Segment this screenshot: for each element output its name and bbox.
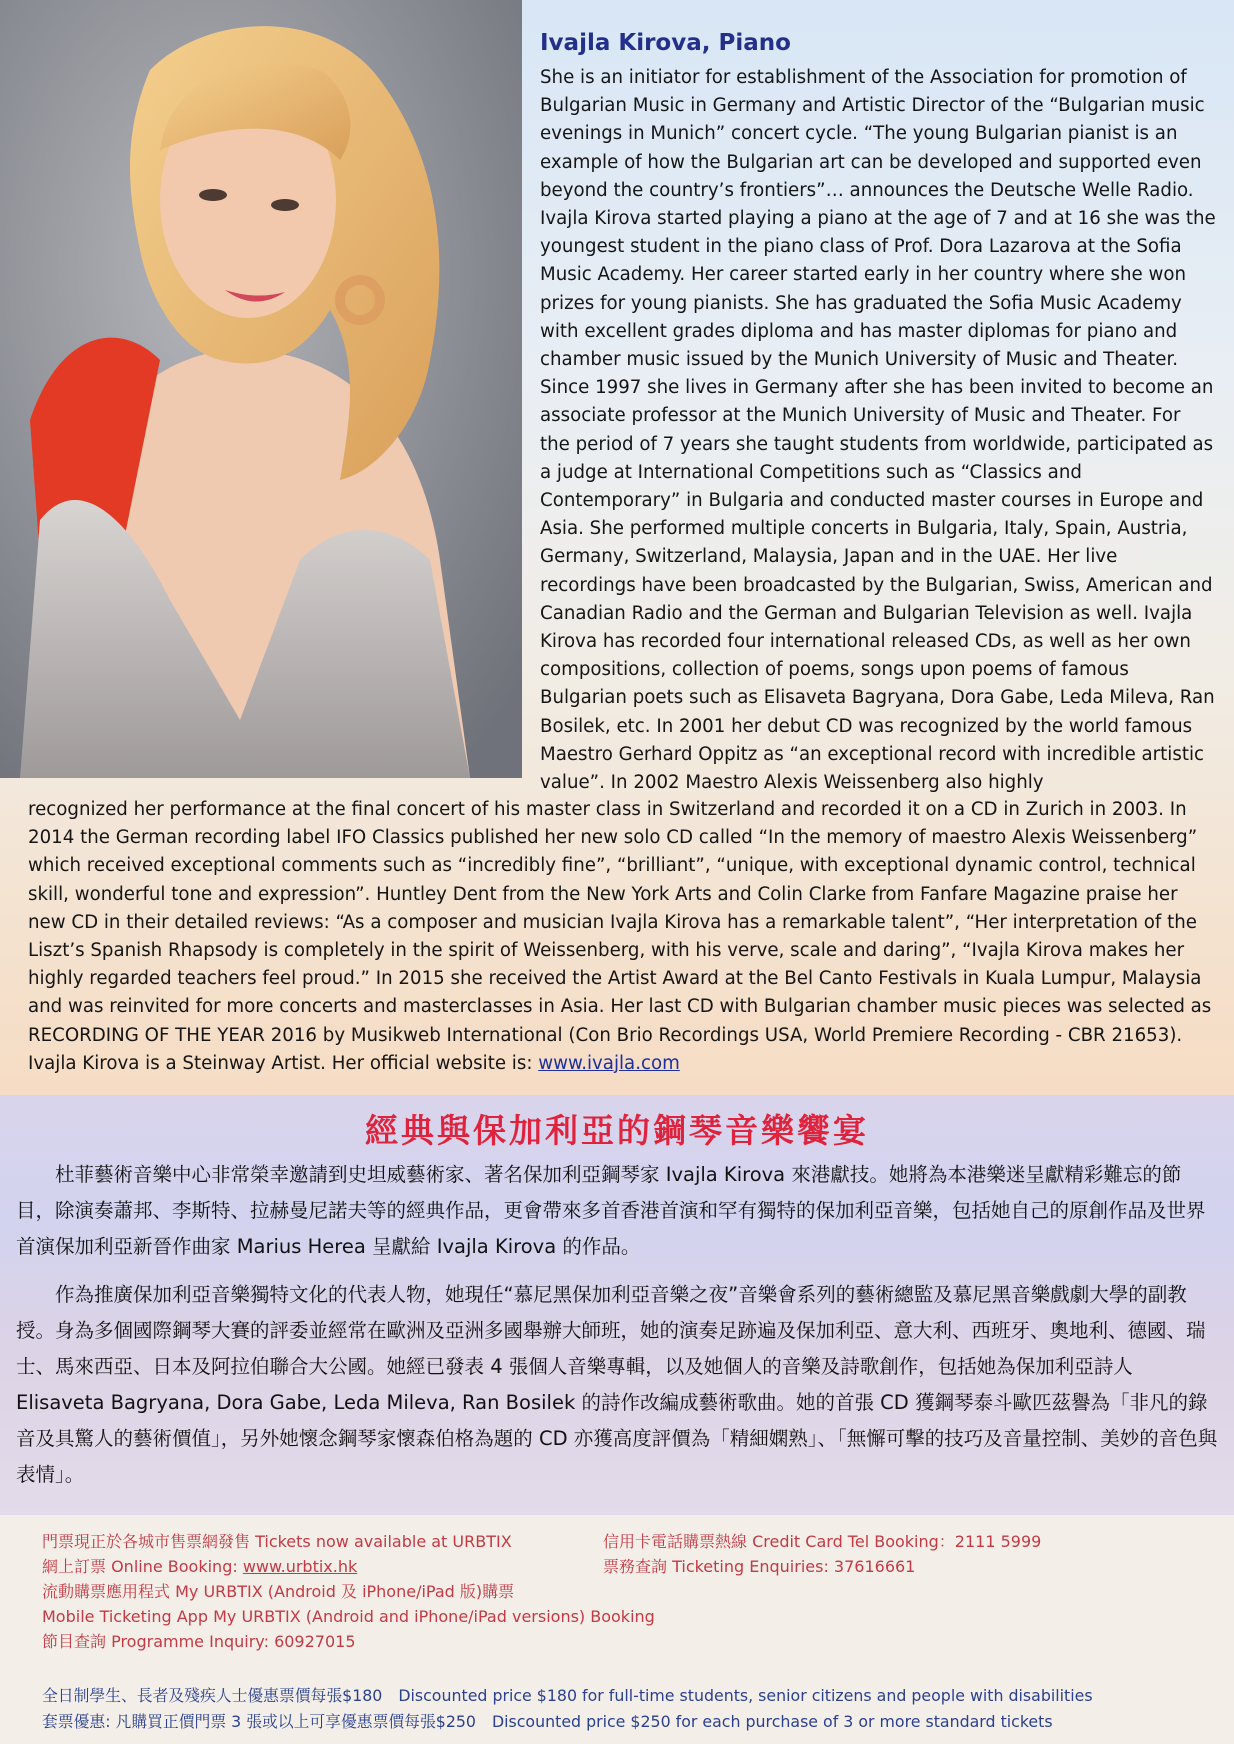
artist-photo xyxy=(0,0,522,778)
artist-heading: Ivajla Kirova, Piano xyxy=(540,30,791,56)
student-discount-en: Discounted price $180 for full-time students, senior citizens and people with disabilities xyxy=(398,1686,1093,1705)
artist-bio-column: She is an initiator for establishment of the Association for promotion of Bulgarian Music in Germany and Artistic Director of the “Bulgarian music evenings in Munich” concert cycle. “The young Bulgarian pianist is an example of how the Bulgarian art can be developed and supported even beyond the country’s frontiers”… announces the Deutsche Welle Radio. Ivajla Kirova started playing a piano at the age of 7 and at 16 she was the youngest student in the piano class of Prof. Dora Lazarova at the Sofia Music Academy. Her career started early in her country where she won prizes for young pianists. She has graduated the Sofia Music Academy with excellent grades diploma and has master diplomas for piano and chamber music issued by the Munich University of Music and Theater. Since 1997 she lives in Germany after she has been invited to become an associate professor at the Munich University of Music and Theater. For the period of 7 years she taught students from worldwide, participated as a judge at International Competitions such as “Classics and Contemporary” in Bulgaria and conducted master courses in Europe and Asia. She performed multiple concerts in Bulgaria, Italy, Spain, Austria, Germany, Switzerland, Malaysia, Japan and in the UAE. Her live recordings have been broadcasted by the Bulgarian, Swiss, American and Canadian Radio and the German and Bulgarian Television as well. Ivajla Kirova has recorded four international released CDs, as well as her own compositions, collection of poems, songs upon poems of famous Bulgarian poets such as Elisaveta Bagryana, Dora Gabe, Leda Mileva, Ran Bosilek, etc. In 2001 her debut CD was recognized by the world famous Maestro Gerhard Oppitz as “an exceptional record with incredible artistic value”. In 2002 Maestro Alexis Weissenberg also highly xyxy=(540,67,1216,794)
package-discount-en: Discounted price $250 for each purchase of 3 or more standard tickets xyxy=(491,1712,1053,1731)
credit-card-booking: 信用卡電話購票熱線 Credit Card Tel Booking：2111 5999 xyxy=(603,1532,1042,1551)
artist-bio-full-width xyxy=(28,796,1220,1078)
package-discount xyxy=(42,1709,1093,1735)
package-discount-zh: 套票優惠: 凡購買正價門票 3 張或以上可享優惠票價每張$250 xyxy=(42,1712,476,1731)
student-discount xyxy=(42,1683,1093,1709)
mobile-app-zh: 流動購票應用程式 My URBTIX (Android 及 iPhone/iPad 版)購票 xyxy=(42,1582,515,1601)
mobile-app-en: Mobile Ticketing App My URBTIX (Android and iPhone/iPad versions) Booking xyxy=(42,1607,655,1626)
artist-bio-continued: recognized her performance at the final concert of his master class in Switzerland and recorded it on a CD in Zurich in 2003. In 2014 the German recording label IFO Classics published her new solo CD called “In the memory of maestro Alexis Weissenberg” which received exceptional comments such as “incredibly fine”, “brilliant”, “unique, with exceptional dynamic control, technical skill, wonderful tone and expression”. Huntley Dent from the New York Arts and Colin Clarke from Fanfare Magazine praise her new CD in their detailed reviews: “As a composer and musician Ivajla Kirova has a remarkable talent”, “Her interpretation of the Liszt’s Spanish Rhapsody is completely in the spirit of Weissenberg, with his verve, scale and daring”, “Ivajla Kirova makes her highly regarded teachers feel proud.” In 2015 she received the Artist Award at the Bel Canto Festivals in Kuala Lumpur, Malaysia and was reinvited for more concerts and masterclasses in Asia. Her last CD with Bulgarian chamber music pieces was selected as RECORDING OF THE YEAR 2016 by Musikweb International (Con Brio Recordings USA, World Premiere Recording - CBR 21653). Ivajla Kirova is a Steinway Artist. Her official website is: xyxy=(28,799,1212,1074)
ticket-info-right xyxy=(603,1529,1041,1579)
ticketing-enquiries: 票務查詢 Ticketing Enquiries: 37616661 xyxy=(603,1557,916,1576)
online-booking-label: 網上訂票 Online Booking: xyxy=(42,1557,243,1576)
chinese-paragraph-2: 作為推廣保加利亞音樂獨特文化的代表人物，她現任“慕尼黑保加利亞音樂之夜”音樂會系列的藝術總監及慕尼黑音樂戲劇大學的副教授。身為多個國際鋼琴大賽的評委並經常在歐洲及亞洲多國舉辦大師班，她的演奏足跡遍及保加利亞、意大利、西班牙、奧地利、德國、瑞士、馬來西亞、日本及阿拉伯聯合大公國。她經已發表 4 張個人音樂專輯，以及她個人的音樂及詩歌創作，包括她為保加利亞詩人 Elisaveta Bagryana, Dora Gabe, Leda Mileva, Ran Bosilek 的詩作改編成藝術歌曲。她的首張 CD 獲鋼琴泰斗歐匹茲譽為「非凡的錄音及具驚人的藝術價值」，另外她懷念鋼琴家懷森伯格為題的 CD 亦獲高度評價為「精細嫻熟」、「無懈可擊的技巧及音量控制、美妙的音色與表情」。 xyxy=(16,1283,1218,1486)
student-discount-zh: 全日制學生、長者及殘疾人士優惠票價每張$180 xyxy=(42,1686,383,1705)
programme-inquiry: 節目查詢 Programme Inquiry: 60927015 xyxy=(42,1632,356,1651)
discount-info xyxy=(42,1683,1093,1735)
artist-website-link[interactable]: www.ivajla.com xyxy=(538,1052,680,1074)
tickets-available: 門票現正於各城市售票網發售 Tickets now available at URBTIX xyxy=(42,1532,512,1551)
online-booking xyxy=(42,1554,655,1579)
chinese-paragraph-1: 杜菲藝術音樂中心非常榮幸邀請到史坦威藝術家、著名保加利亞鋼琴家 Ivajla Kirova 來港獻技。她將為本港樂迷呈獻精彩難忘的節目，除演奏蕭邦、李斯特、拉赫曼尼諾夫等的經典作品，更會帶來多首香港首演和罕有獨特的保加利亞音樂，包括她自己的原創作品及世界首演保加利亞新晉作曲家 Marius Herea 呈獻給 Ivajla Kirova 的作品。 xyxy=(16,1163,1206,1258)
chinese-title: 經典與保加利亞的鋼琴音樂饗宴 xyxy=(365,1111,869,1150)
ticket-info-left xyxy=(42,1529,655,1654)
urbtix-link[interactable]: www.urbtix.hk xyxy=(242,1557,358,1576)
